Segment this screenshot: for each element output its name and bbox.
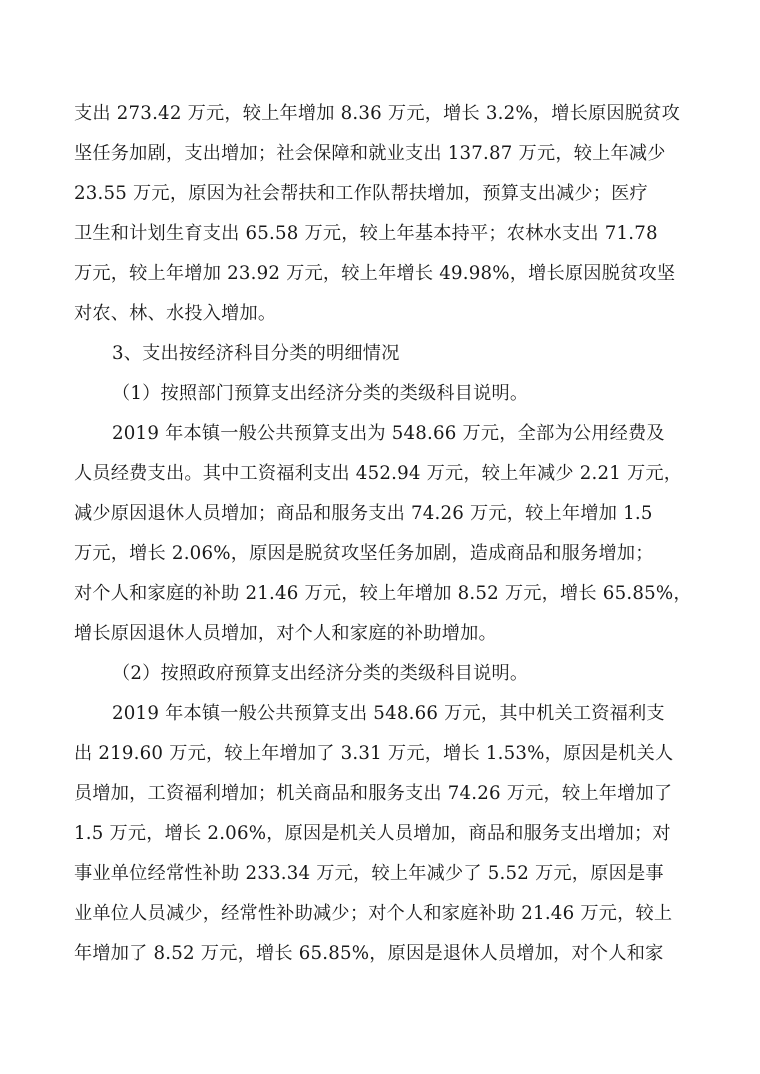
text-line: 万元，较上年增加 23.92 万元，较上年增长 49.98%，增长原因脱贫攻坚 (74, 263, 676, 284)
text-line: 年增加了 8.52 万元，增长 65.85%，原因是退休人员增加，对个人和家 (74, 943, 664, 964)
text-line: 减少原因退休人员增加；商品和服务支出 74.26 万元，较上年增加 1.5 (74, 503, 653, 524)
text-line: 员增加，工资福利增加；机关商品和服务支出 74.26 万元，较上年增加了 (74, 783, 673, 804)
text-line: 事业单位经常性补助 233.34 万元，较上年减少了 5.52 万元，原因是事 (74, 863, 664, 884)
subsection-heading: （1）按照部门预算支出经济分类的类级科目说明。 (112, 383, 529, 404)
text-line: 对个人和家庭的补助 21.46 万元，较上年增加 8.52 万元，增长 65.85%， (74, 583, 692, 604)
text-line: 对农、林、水投入增加。 (74, 303, 277, 324)
text-line: 增长原因退休人员增加，对个人和家庭的补助增加。 (74, 623, 497, 644)
text-line: 支出 273.42 万元，较上年增加 8.36 万元，增长 3.2%，增长原因脱贫攻 (74, 103, 680, 124)
subsection-heading: （2）按照政府预算支出经济分类的类级科目说明。 (112, 663, 529, 684)
text-line: 2019 年本镇一般公共预算支出 548.66 万元，其中机关工资福利支 (112, 703, 665, 724)
text-line: 1.5 万元，增长 2.06%，原因是机关人员增加，商品和服务支出增加；对 (74, 823, 671, 844)
text-line: 万元，增长 2.06%，原因是脱贫攻坚任务加剧，造成商品和服务增加； (74, 543, 654, 564)
text-line: 业单位人员减少，经常性补助减少；对个人和家庭补助 21.46 万元，较上 (74, 903, 673, 924)
text-line: 人员经费支出。其中工资福利支出 452.94 万元，较上年减少 2.21 万元， (74, 463, 683, 484)
text-line: 坚任务加剧，支出增加；社会保障和就业支出 137.87 万元，较上年减少 (74, 143, 666, 164)
text-line: 2019 年本镇一般公共预算支出为 548.66 万元，全部为公用经费及 (112, 423, 665, 444)
text-line: 出 219.60 万元，较上年增加了 3.31 万元，增长 1.53%，原因是机关人 (74, 743, 674, 764)
text-line: 卫生和计划生育支出 65.58 万元，较上年基本持平；农林水支出 71.78 (74, 223, 658, 244)
section-heading: 3、支出按经济科目分类的明细情况 (112, 343, 400, 364)
text-line: 23.55 万元，原因为社会帮扶和工作队帮扶增加，预算支出减少；医疗 (74, 183, 648, 204)
